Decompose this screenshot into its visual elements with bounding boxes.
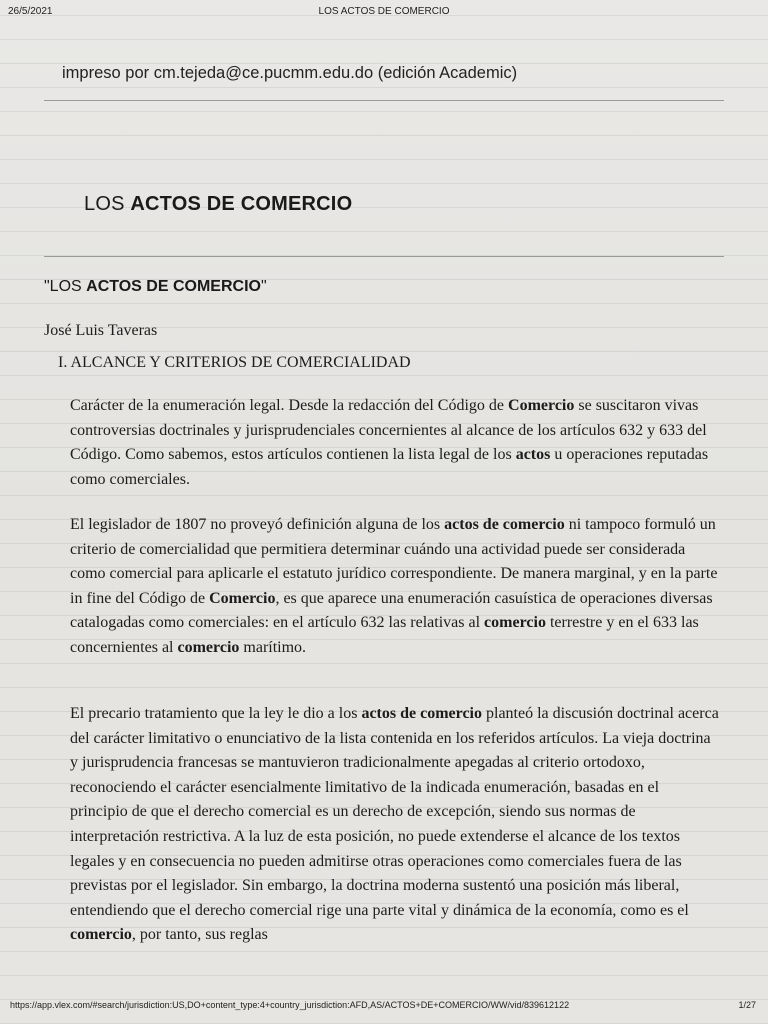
printed-by-notice: impreso por cm.tejeda@ce.pucmm.edu.do (edición Academic) (62, 64, 518, 82)
p2-text-2: ni tampoco formuló un criterio de comercialidad que permitiera determinar cuándo una actividad puede ser considerada como comercial para aplicarle el estatuto jurídico correspondiente. De manera marginal, y en la parte in fine del Código de (70, 516, 718, 607)
author-name: José Luis Taveras (44, 322, 158, 339)
p2-bold-3: comercio (484, 614, 546, 632)
p3-bold-1: actos de comercio (361, 705, 482, 722)
p2-bold-4: comercio (177, 638, 240, 656)
page-title-bold: ACTOS DE COMERCIO (130, 193, 353, 215)
p2-bold-2: Comercio (209, 589, 276, 607)
subtitle-open: "LOS (44, 278, 87, 295)
p3-bold-2: comercio (70, 926, 132, 944)
print-header-title: LOS ACTOS DE COMERCIO (318, 6, 450, 17)
p2-text-1: El legislador de 1807 no proveyó definición alguna de los (70, 516, 445, 533)
p1-text-1: Carácter de la enumeración legal. Desde la redacción del Código de (70, 397, 509, 414)
title-divider (44, 256, 724, 257)
print-date: 26/5/2021 (8, 6, 53, 17)
p1-bold-1: Comercio (508, 397, 575, 414)
source-url: https://app.vlex.com/#search/jurisdiction:US,DO+content_type:4+country_jurisdiction:AFD,AS/ACTOS+DE+COMERCIO/WW/vid/839612122 (10, 1000, 570, 1010)
p2-text-3: , es que aparece una enumeración casuística de operaciones diversas catalogadas como comerciales: en el artículo 632 las relativas al (70, 589, 713, 632)
p2-text-5: marítimo. (239, 638, 307, 656)
page-number: 1/27 (738, 1000, 756, 1010)
p3-text-3: , por tanto, sus reglas (131, 926, 268, 944)
top-divider (44, 100, 724, 101)
paragraph-2 (70, 513, 720, 661)
p1-bold-2: actos (515, 446, 551, 464)
p3-text-2: planteó la discusión doctrinal acerca del carácter limitativo o enunciativo de la lista contenida en los referidos artículos. La vieja doctrina y jurisprudencia francesas se mantuvieron tradicionalmente apegadas al criterio ortodoxo, reconociendo el carácter esencialmente limitativo de la indicada enumeración, basadas en el principio de que el derecho comercial es un derecho de excepción, siendo sus normas de interpretación restrictiva. A la luz de esta posición, no puede extenderse el alcance de los textos legales y en consecuencia no pueden admitirse otras operaciones como comerciales fuera de las previstas por el legislador. Sin embargo, la doctrina moderna sustentó una posición más liberal, entendiendo que el derecho comercial rige una parte vital y dinámica de la economía, como es el (70, 705, 719, 919)
subtitle-close: " (260, 278, 267, 295)
p3-text-1: El precario tratamiento que la ley le dio a los (70, 705, 362, 722)
page-title-prefix: LOS (84, 193, 131, 215)
p2-bold-1: actos de comercio (444, 516, 565, 533)
p2-text-4: terrestre y en el 633 las concernientes al (70, 614, 699, 656)
p1-text-2: se suscitaron vivas controversias doctrinales y jurisprudenciales concernientes al alcance de los artículos 632 y 633 del Código. Como sabemos, estos artículos contienen la lista legal de los (70, 397, 707, 464)
section-heading: I. ALCANCE Y CRITERIOS DE COMERCIALIDAD (58, 354, 411, 371)
paragraph-1 (70, 394, 720, 492)
page-title (84, 193, 352, 216)
p1-text-3: u operaciones reputadas como comerciales. (70, 446, 709, 488)
subtitle-bold: ACTOS DE COMERCIO (86, 278, 261, 295)
paragraph-3 (70, 702, 720, 948)
document-subtitle (44, 278, 267, 296)
